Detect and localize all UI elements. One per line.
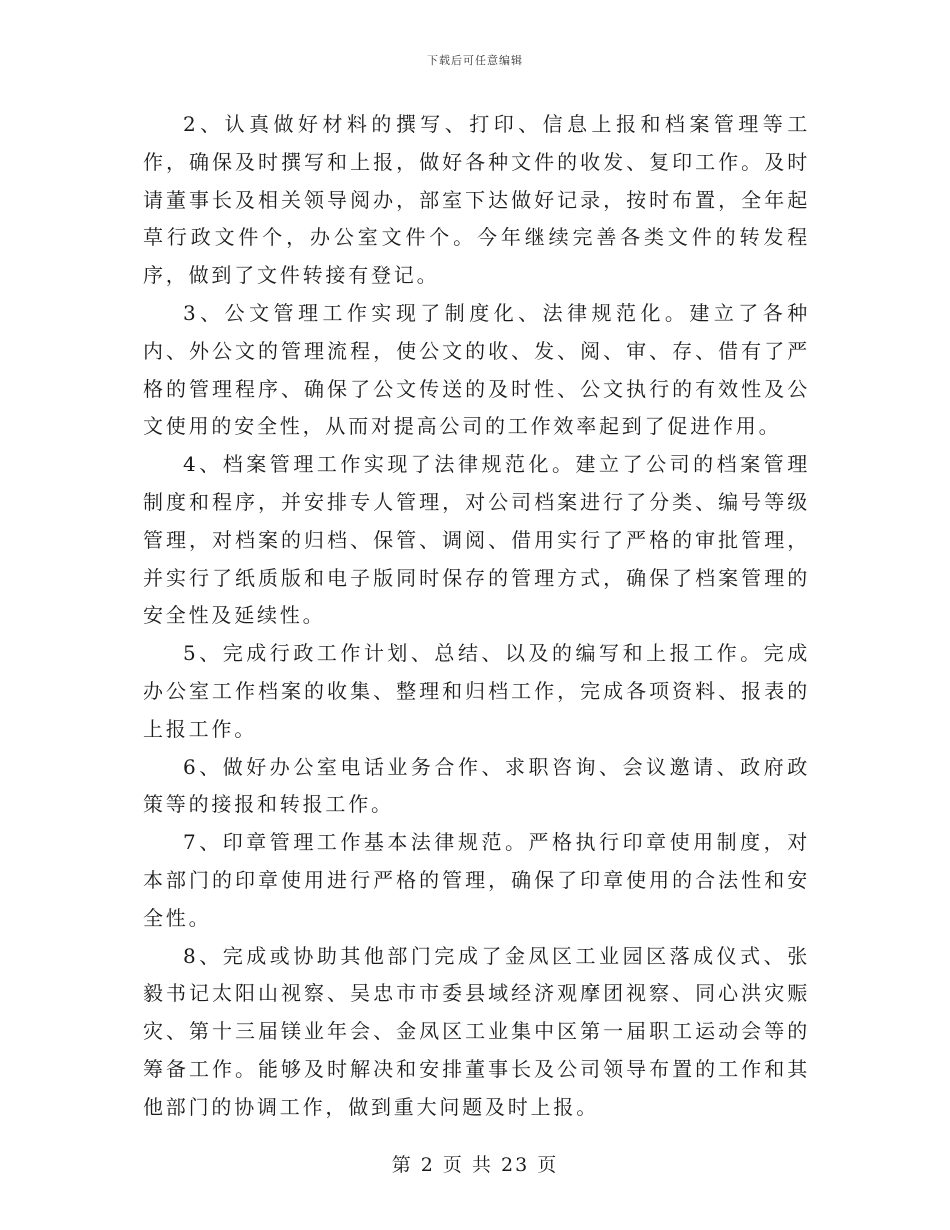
- footer-prefix: 第: [391, 1154, 413, 1176]
- page-header: 下载后可任意编辑: [427, 54, 523, 67]
- paragraph-item-2: 2、认真做好材料的撰写、打印、信息上报和档案管理等工作，确保及时撰写和上报，做好各种文件的收发、复印工作。及时请董事长及相关领导阅办，部室下达做好记录，按时布置，全年起草行政文件个，办公室文件个。今年继续完善各类文件的转发程序，做到了文件转接有登记。: [143, 112, 810, 288]
- paragraph-item-7: 7、印章管理工作基本法律规范。严格执行印章使用制度，对本部门的印章使用进行严格的管理，确保了印章使用的合法性和安全性。: [143, 830, 810, 930]
- current-page-number: 2: [420, 1154, 435, 1176]
- paragraph-item-4: 4、档案管理工作实现了法律规范化。建立了公司的档案管理制度和程序，并安排专人管理，对公司档案进行了分类、编号等级管理，对档案的归档、保管、调阅、借用实行了严格的审批管理，并实行了纸质版和电子版同时保存的管理方式，确保了档案管理的安全性及延续性。: [143, 452, 810, 628]
- paragraph-item-6: 6、做好办公室电话业务合作、求职咨询、会议邀请、政府政策等的接报和转报工作。: [143, 754, 810, 817]
- paragraph-item-5: 5、完成行政工作计划、总结、以及的编写和上报工作。完成办公室工作档案的收集、整理和归档工作，完成各项资料、报表的上报工作。: [143, 641, 810, 741]
- total-page-count: 23: [501, 1154, 530, 1176]
- footer-suffix: 页: [537, 1154, 559, 1176]
- footer-middle: 页 共: [442, 1154, 493, 1176]
- paragraph-item-3: 3、公文管理工作实现了制度化、法律规范化。建立了各种内、外公文的管理流程，使公文的收、发、阅、审、存、借有了严格的管理程序、确保了公文传送的及时性、公文执行的有效性及公文使用的安全性，从而对提高公司的工作效率起到了促进作用。: [143, 300, 810, 439]
- document-body: [143, 106, 810, 1127]
- page-footer: [0, 1150, 950, 1177]
- paragraph-item-8: 8、完成或协助其他部门完成了金凤区工业园区落成仪式、张毅书记太阳山视察、吴忠市市委县域经济观摩团视察、同心洪灾赈灾、第十三届镁业年会、金凤区工业集中区第一届职工运动会等的筹备工作。能够及时解决和安排董事长及公司领导布置的工作和其他部门的协调工作，做到重大问题及时上报。: [143, 943, 810, 1119]
